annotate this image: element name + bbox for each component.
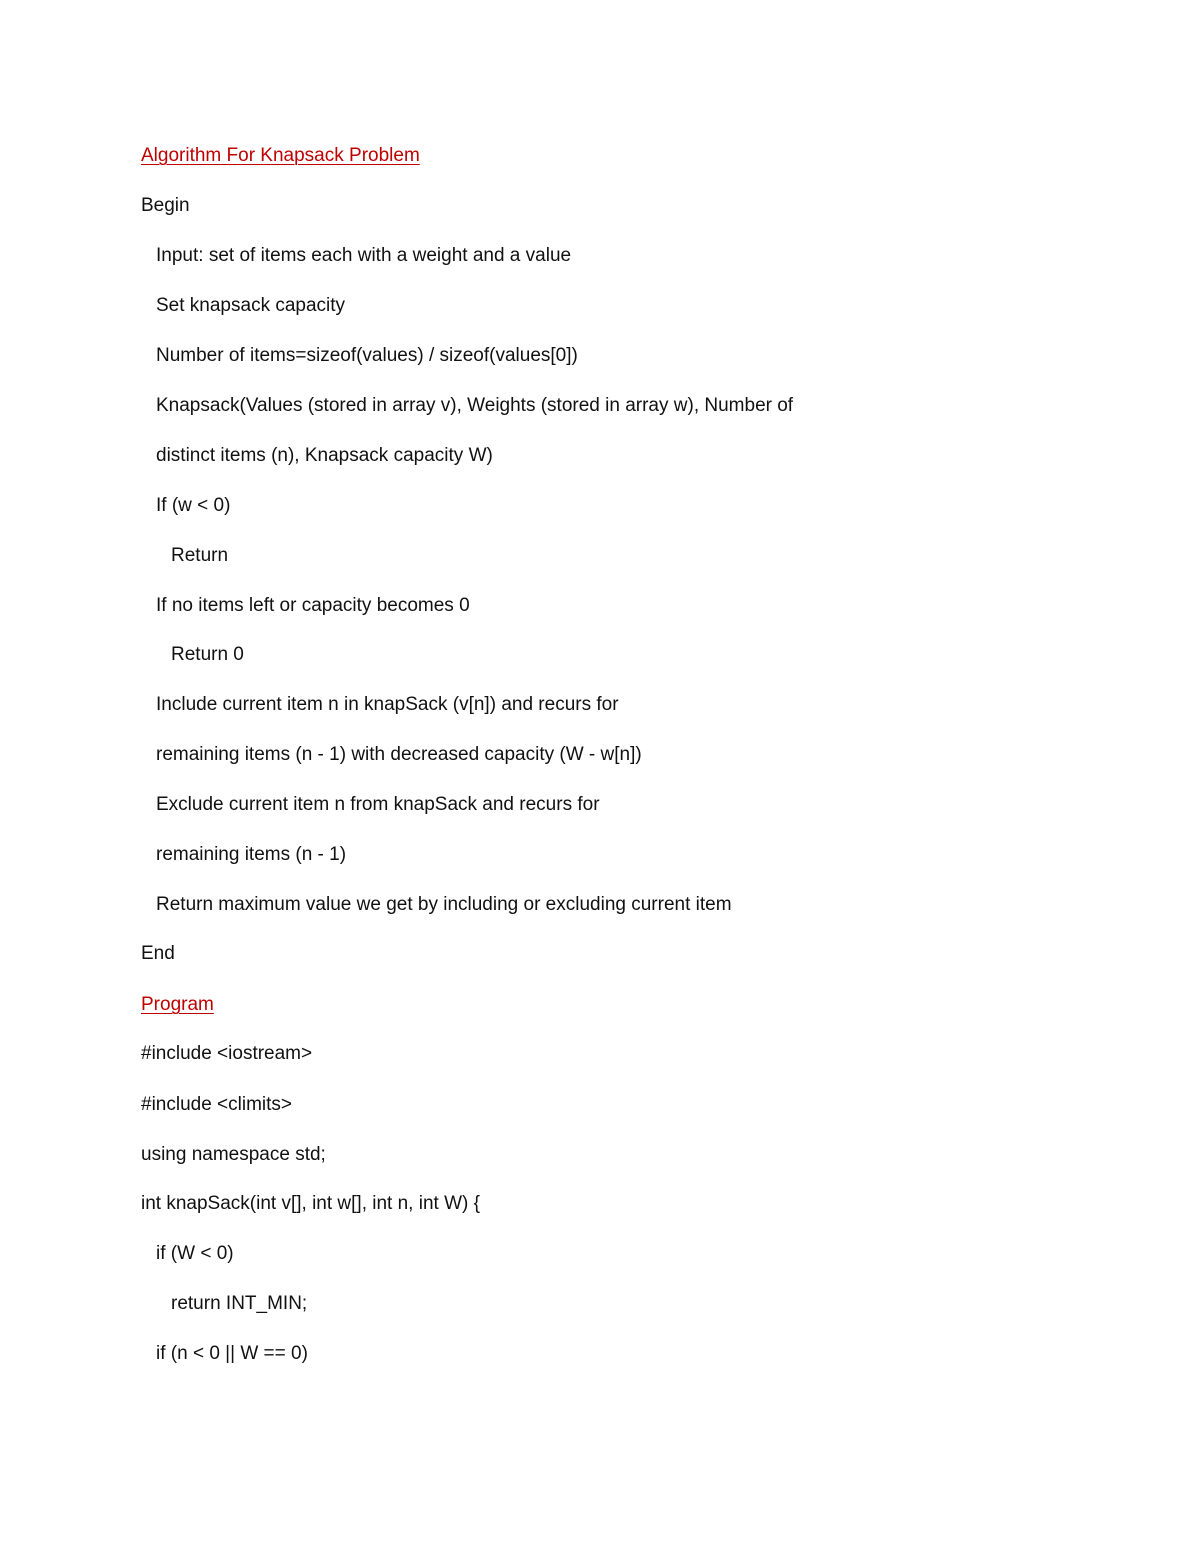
code-line: if (n < 0 || W == 0): [156, 1343, 308, 1364]
algorithm-line: Include current item n in knapSack (v[n]) and recurs for: [156, 694, 619, 715]
code-line: #include <iostream>: [141, 1043, 313, 1064]
algorithm-line: Begin: [141, 195, 190, 216]
code-line: using namespace std;: [141, 1144, 326, 1165]
algorithm-line: Exclude current item n from knapSack and recurs for: [156, 794, 600, 815]
algorithm-line: Return: [171, 545, 229, 566]
program-heading: Program: [141, 994, 214, 1015]
algorithm-line: Knapsack(Values (stored in array v), Weights (stored in array w), Number of: [156, 395, 794, 416]
algorithm-line: If no items left or capacity becomes 0: [156, 595, 470, 616]
algorithm-line: distinct items (n), Knapsack capacity W): [156, 445, 493, 466]
algorithm-line: Number of items=sizeof(values) / sizeof(values[0]): [156, 345, 578, 366]
algorithm-line: If (w < 0): [156, 495, 231, 516]
algorithm-line: Return maximum value we get by including or excluding current item: [156, 894, 732, 915]
code-line: if (W < 0): [156, 1243, 234, 1264]
algorithm-line: Set knapsack capacity: [156, 295, 346, 316]
algorithm-heading: Algorithm For Knapsack Problem: [141, 145, 420, 166]
code-line: return INT_MIN;: [171, 1293, 308, 1314]
code-line: int knapSack(int v[], int w[], int n, int W) {: [141, 1193, 480, 1214]
algorithm-line: Input: set of items each with a weight and a value: [156, 245, 572, 266]
algorithm-line: End: [141, 943, 175, 964]
algorithm-line: Return 0: [171, 644, 244, 665]
code-line: #include <climits>: [141, 1094, 293, 1115]
algorithm-line: remaining items (n - 1): [156, 844, 347, 865]
algorithm-line: remaining items (n - 1) with decreased capacity (W - w[n]): [156, 744, 642, 765]
